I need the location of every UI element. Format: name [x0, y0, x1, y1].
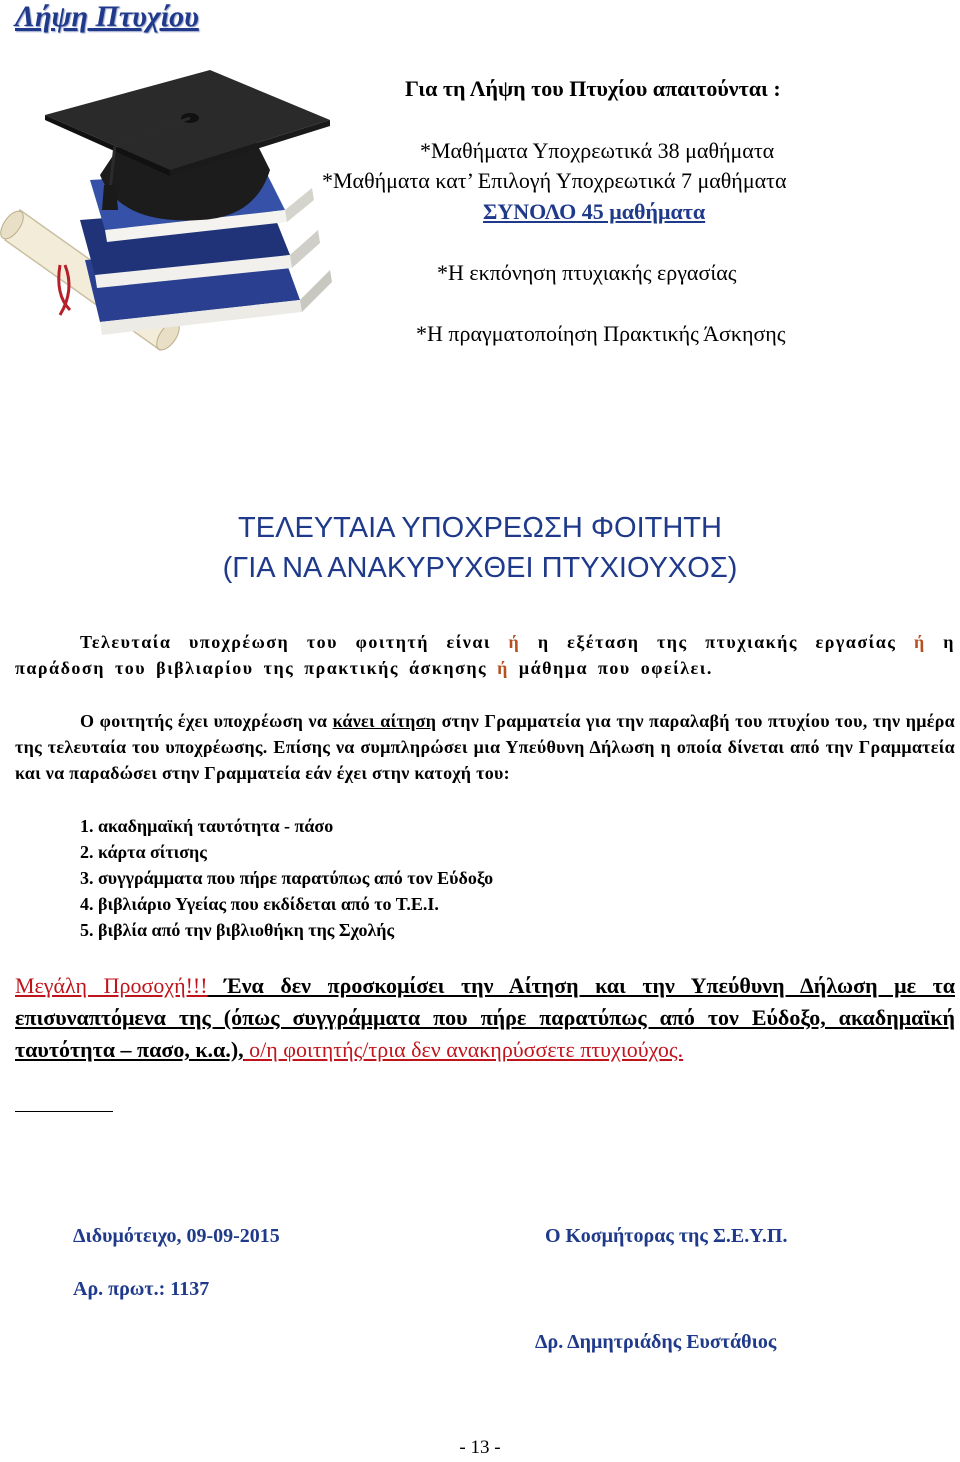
requirement-mandatory-courses: *Μαθήματα Υποχρεωτικά 38 μαθήματα [420, 138, 775, 163]
requirement-elective-courses: *Μαθήματα κατ’ Επιλογή Υποχρεωτικά 7 μαθήματα [322, 168, 787, 193]
graduation-cap-books-illustration [0, 60, 345, 360]
requirement-total: ΣΥΝΟΛΟ 45 μαθήματα [483, 199, 706, 224]
place-date: Διδυμότειχο, 09-09-2015 [73, 1225, 280, 1247]
warning-paragraph: Μεγάλη Προσοχή!!! Ένα δεν προσκομίσει την Αίτηση και την Υπεύθυνη Δήλωση με τα επισυναπτόμενα της (όπως συγγράμματα που πήρε παρατύπως από τον Εύδοξο, ακαδημαϊκή ταυτότητα – πασο, κ.α.), ο/η φοιτητής/τρια δεν ανακηρύσσετε πτυχιούχος. [15, 973, 955, 1062]
final-obligation-subheading: (ΓΙΑ ΝΑ ΑΝΑΚΥΡΥΧΘΕΙ ΠΤΥΧΙΟΥΧΟΣ) [222, 552, 738, 584]
separator-line [15, 1111, 113, 1112]
final-obligation-paragraph: Τελευταία υποχρέωση του φοιτητή είναι ή η εξέταση της πτυχιακής εργασίας ή η παράδοση του βιβλιαρίου της πρακτικής άσκησης ή μάθημα που οφείλει. [15, 632, 955, 678]
page-number: - 13 - [459, 1437, 501, 1458]
list-item: 5. βιβλία από την βιβλιοθήκη της Σχολής [80, 920, 395, 940]
page-title: Λήψη Πτυχίου [15, 0, 199, 33]
requirements-heading: Για τη Λήψη του Πτυχίου απαιτούνται : [405, 76, 781, 101]
requirement-thesis: *Η εκπόνηση πτυχιακής εργασίας [437, 260, 737, 285]
dean-role: Ο Κοσμήτορας της Σ.Ε.Υ.Π. [545, 1225, 788, 1247]
mortarboard-icon [45, 70, 330, 220]
protocol-number: Αρ. πρωτ.: 1137 [73, 1278, 210, 1300]
dean-name: Δρ. Δημητριάδης Ευστάθιος [535, 1331, 777, 1353]
final-obligation-heading: ΤΕΛΕΥΤΑΙΑ ΥΠΟΧΡΕΩΣΗ ΦΟΙΤΗΤΗ [238, 512, 722, 544]
list-item: 3. συγγράμματα που πήρε παρατύπως από τον Εύδοξο [80, 868, 494, 888]
list-item: 4. βιβλιάριο Υγείας που εκδίδεται από το Τ.Ε.Ι. [80, 894, 439, 914]
list-item: 2. κάρτα σίτισης [80, 842, 207, 862]
requirement-practice: *Η πραγματοποίηση Πρακτικής Άσκησης [416, 321, 786, 346]
list-item: 1. ακαδημαϊκή ταυτότητα - πάσο [80, 816, 334, 836]
degree-application-paragraph: Ο φοιτητής έχει υποχρέωση να κάνει αίτηση στην Γραμματεία για την παραλαβή του πτυχίου του, την ημέρα της τελευταία του υποχρέωσης. Επίσης να συμπληρώσει μια Υπεύθυνη Δήλωση η οποία δίνεται από την Γραμματεία και να παραδώσει στην Γραμματεία εάν έχει στην κατοχή του: [15, 711, 955, 783]
